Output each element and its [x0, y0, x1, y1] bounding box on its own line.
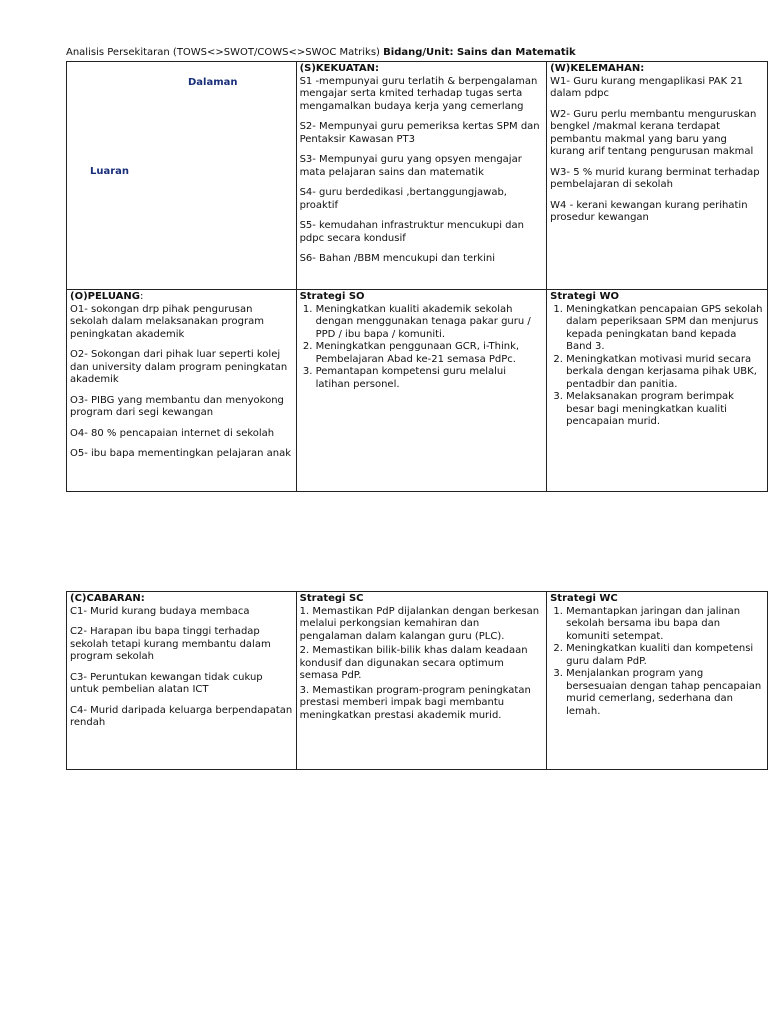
cabaran-item: C1- Murid kurang budaya membaca: [70, 605, 250, 617]
title-bold: Bidang/Unit: Sains dan Matematik: [383, 47, 576, 58]
strategi-wo-list: [550, 304, 764, 429]
strategi-wo-heading: Strategi WO: [550, 291, 619, 302]
kelemahan-item: W4 - kerani kewangan kurang perihatin prosedur kewangan: [550, 199, 748, 223]
strategi-wc-heading: Strategi WC: [550, 593, 618, 604]
kekuatan-item: S3- Mempunyai guru yang opsyen mengajar mata pelajaran sains dan matematik: [299, 154, 522, 178]
strategi-wo-item: 3. Melaksanakan program berimpak besar bagi meningkatkan kualiti pencapaian murid.: [566, 391, 764, 429]
kelemahan-item: W1- Guru kurang mengaplikasi PAK 21 dalam pdpc: [550, 75, 744, 99]
peluang-item: O1- sokongan drp pihak pengurusan sekolah dalam melaksanakan program peningkatan akademik: [70, 303, 264, 340]
strategi-so-cell: [296, 290, 547, 492]
cabaran-item: C3- Peruntukan kewangan tidak cukup untuk pembelian alatan ICT: [70, 671, 263, 695]
kelemahan-item: W3- 5 % murid kurang berminat terhadap pembelajaran di sekolah: [550, 166, 760, 190]
strategi-sc-heading: Strategi SC: [299, 593, 364, 604]
cabaran-item: C4- Murid daripada keluarga berpendapatan rendah: [70, 704, 293, 728]
kekuatan-item: S6- Bahan /BBM mencukupi dan terkini: [299, 253, 495, 264]
cabaran-heading: (C)CABARAN:: [70, 593, 145, 604]
peluang-item: O2- Sokongan dari pihak luar seperti kolej dan university dalam program peningkatan akademik: [70, 349, 288, 385]
strategi-so-list: [300, 304, 544, 392]
kekuatan-item: S5- kemudahan infrastruktur mencukupi dan pdpc secara kondusif: [299, 220, 524, 244]
kelemahan-heading: (W)KELEMAHAN:: [550, 63, 645, 74]
tows-matrix-bottom: [66, 591, 768, 770]
kekuatan-cell: [296, 62, 547, 290]
tows-matrix-top: [66, 61, 768, 492]
peluang-cell: [67, 290, 297, 492]
page-title: [66, 47, 576, 58]
cabaran-item: C2- Harapan ibu bapa tinggi terhadap sekolah tetapi kurang membantu dalam program sekolah: [70, 626, 271, 662]
kekuatan-item: S4- guru berdedikasi ,bertanggungjawab, proaktif: [299, 187, 507, 211]
strategi-wo-item: 2. Meningkatkan motivasi murid secara berkala dengan kerjasama pihak UBK, pentadbir dan panitia.: [566, 354, 764, 392]
peluang-heading-suffix: :: [139, 291, 144, 302]
cabaran-cell: [67, 592, 297, 770]
kekuatan-heading: (S)KEKUATAN:: [299, 63, 379, 74]
strategi-wo-item: 1. Meningkatkan pencapaian GPS sekolah dalam peperiksaan SPM dan menjurus kepada peningkatan band kepada Band 3.: [566, 304, 764, 354]
label-dalaman: Dalaman: [188, 77, 238, 88]
strategi-sc-item: 2. Memastikan bilik-bilik khas dalam keadaan kondusif dan digunakan secara optimum semasa PdP.: [299, 645, 528, 681]
peluang-item: O5- ibu bapa mementingkan pelajaran anak: [70, 448, 292, 459]
peluang-item: O4- 80 % pencapaian internet di sekolah: [70, 427, 275, 439]
kelemahan-item: W2- Guru perlu membantu menguruskan bengkel /makmal kerana terdapat pembantu makmal yang baru yang kurang arif tentang pengurusan makmal: [550, 108, 757, 157]
strategi-wc-item: 3. Menjalankan program yang bersesuaian dengan tahap pencapaian murid cemerlang, sederhana dan lemah.: [566, 668, 764, 718]
kelemahan-cell: [547, 62, 768, 290]
strategi-sc-item: 1. Memastikan PdP dijalankan dengan berkesan melalui perkongsian kemahiran dan pengalaman dalam kalangan guru (PLC).: [299, 605, 540, 642]
strategi-wc-item: 1. Memantapkan jaringan dan jalinan sekolah bersama ibu bapa dan komuniti setempat.: [566, 606, 764, 644]
corner-cell: [67, 62, 297, 290]
strategi-so-item: 3. Pemantapan kompetensi guru melalui latihan personel.: [316, 366, 544, 391]
strategi-so-item: 1. Meningkatkan kualiti akademik sekolah dengan menggunakan tenaga pakar guru / PPD / ibu bapa / komuniti.: [316, 304, 544, 342]
strategi-wc-cell: [547, 592, 768, 770]
label-luaran: Luaran: [90, 166, 130, 177]
strategi-sc-item: 3. Memastikan program-program peningkatan prestasi memberi impak bagi membantu meningkatkan prestasi akademik murid.: [299, 684, 531, 721]
peluang-item: O3- PIBG yang membantu dan menyokong program dari segi kewangan: [70, 394, 284, 418]
strategi-wc-list: [550, 606, 764, 719]
strategi-so-item: 2. Meningkatkan penggunaan GCR, i-Think, Pembelajaran Abad ke-21 semasa PdPc.: [316, 341, 544, 366]
kekuatan-item: S1 -mempunyai guru terlatih & berpengalaman mengajar sertа kmited terhadap tugas serta mengamalkan budaya kerja yang cemerlang: [299, 75, 538, 112]
strategi-so-heading: Strategi SO: [299, 291, 365, 302]
kekuatan-item: S2- Mempunyai guru pemeriksa kertas SPM dan Pentaksir Kawasan PT3: [299, 121, 540, 145]
title-normal: Analisis Persekitaran (TOWS<>SWOT/COWS<>SWOC Matriks): [66, 47, 384, 58]
peluang-heading: (O)PELUANG: [70, 291, 140, 302]
strategi-sc-cell: [296, 592, 546, 770]
strategi-wc-item: 2. Meningkatkan kualiti dan kompetensi guru dalam PdP.: [566, 643, 764, 668]
strategi-wo-cell: [547, 290, 768, 492]
